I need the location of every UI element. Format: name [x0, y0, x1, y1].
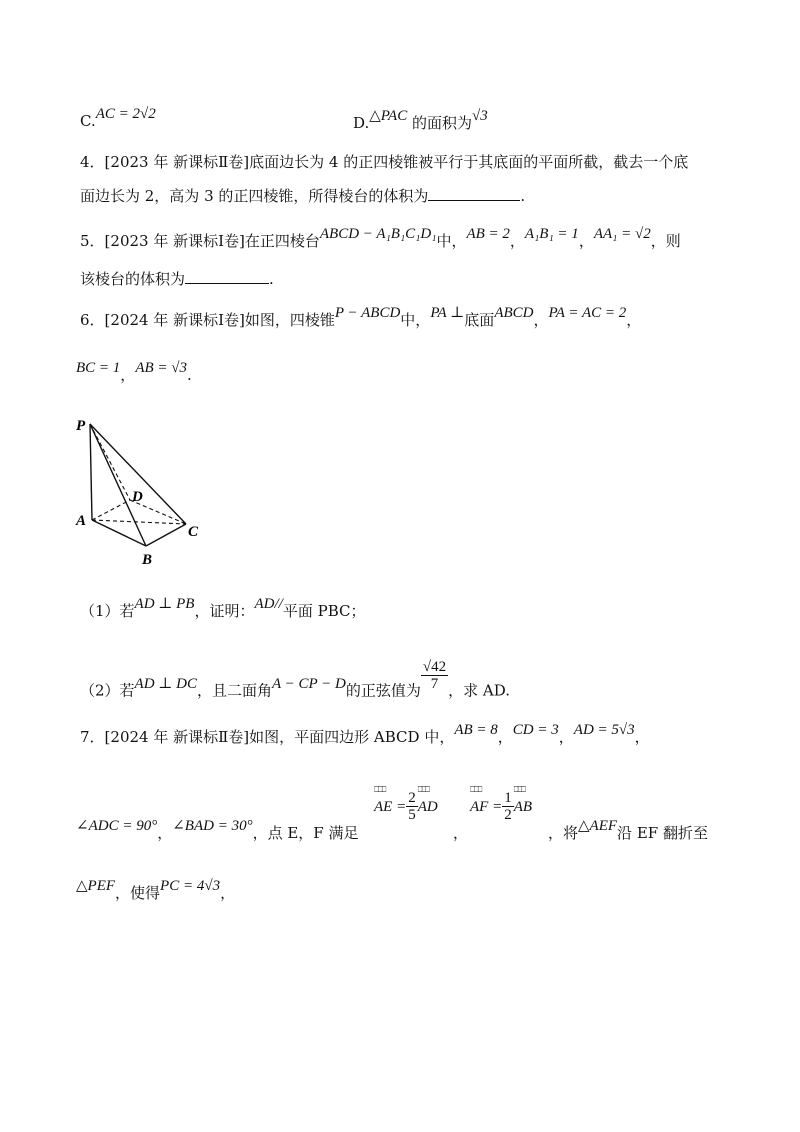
q4-end: .	[520, 187, 526, 205]
q7-sep5: ，	[453, 824, 469, 842]
q7-math-angle-bad: ∠BAD = 30°	[172, 818, 253, 834]
q6-text3: 底面	[464, 311, 495, 329]
q6-part1-math: AD ⊥ PB	[134, 596, 195, 612]
q6-part1-end: 平面 PBC；	[282, 602, 366, 620]
q6-math-pyramid: P − ABCD	[334, 305, 401, 321]
q6-part2-end: ，求 AD.	[448, 681, 511, 700]
label-b: B	[142, 552, 153, 568]
q7-text5: ，使得	[115, 884, 161, 902]
fraction-numerator: 1	[504, 790, 512, 806]
q5-end: .	[269, 270, 274, 288]
q6-part2-fraction	[421, 659, 448, 692]
q6-sep1: ，	[533, 311, 549, 329]
q6-part1-parallel: AD//	[254, 596, 283, 612]
q7-vector-ae	[374, 790, 438, 823]
q6-part2-math: AD ⊥ DC	[134, 675, 197, 692]
q6-math-pa-ac: PA = AC = 2	[548, 305, 627, 321]
q6-part1-text: ，证明：	[194, 602, 255, 620]
q7-vector-af	[470, 790, 532, 823]
q6-sep2: ，	[626, 311, 642, 329]
q6-end: .	[187, 366, 192, 384]
label-c: C	[188, 524, 199, 540]
q5-math-a1b1: A₁B₁ = 1	[524, 226, 579, 242]
q7-line1	[80, 722, 650, 747]
q7-math-pef: △PEF	[76, 878, 116, 894]
option-d-label: D.	[353, 114, 370, 132]
option-d-text: 的面积为	[411, 114, 472, 132]
q7-math-aef: △AEF	[578, 818, 618, 834]
q5-math-ab: AB = 2	[466, 226, 510, 242]
q7-frac-1-2	[502, 790, 514, 823]
q6-part2-text2: 的正弦值为	[345, 681, 421, 700]
q7-line2-tail	[548, 818, 708, 843]
q7-math-ad: AD = 5√3	[573, 722, 635, 738]
q6-text1: 6．[2024 年 新课标Ⅰ卷]如图，四棱锥	[80, 311, 335, 329]
q7-line2	[76, 818, 359, 843]
q7-sep2: ，	[558, 728, 574, 746]
edge-ac	[92, 520, 186, 524]
q6-math-bc: BC = 1	[76, 360, 121, 376]
q7-math-pc: PC = 4√3	[160, 878, 221, 894]
fraction-denominator: 7	[430, 676, 439, 692]
label-d: D	[132, 489, 143, 505]
q6-part1	[80, 596, 366, 621]
q7-text1: 7．[2024 年 新课标Ⅱ卷]如图，平面四边形 ABCD 中，	[80, 728, 455, 746]
edge-ab	[92, 520, 146, 546]
edge-pc	[90, 424, 186, 524]
q6-math-base: ABCD	[494, 305, 534, 321]
q7-end: ，	[220, 884, 236, 902]
q7-vec-af: ⎕⎕⎕ AF =	[470, 799, 502, 816]
edge-pa	[90, 424, 92, 520]
q7-math-cd: CD = 3	[512, 722, 559, 738]
q5-text2: 中，	[436, 232, 467, 250]
q7-frac-2-5	[406, 790, 418, 823]
q4-answer-blank[interactable]	[428, 186, 520, 201]
q7-math-ab: AB = 8	[454, 722, 498, 738]
q7-line3	[76, 878, 236, 903]
label-p: P	[76, 418, 86, 434]
edge-ad	[92, 500, 130, 520]
q7-math-angle-adc: ∠ADC = 90°	[76, 818, 158, 834]
option-d-value: √3	[472, 108, 488, 124]
q4-text: 面边长为 2，高为 3 的正四棱锥，所得棱台的体积为	[80, 187, 429, 205]
q7-text3: ，将	[548, 824, 579, 842]
option-d	[353, 108, 488, 133]
q5-line2	[80, 268, 274, 289]
fraction-numerator: 2	[408, 790, 416, 806]
q6-math-ab: AB = √3	[135, 360, 187, 376]
q6-sep3: ，	[120, 366, 136, 384]
q7-sep4: ，	[157, 824, 173, 842]
q7-text2: ，点 E，F 满足	[252, 824, 359, 842]
q6-part2	[80, 659, 511, 708]
q5-line1	[80, 226, 681, 251]
q5-math-aa1: AA₁ = √2	[593, 226, 651, 242]
option-c-label: C.	[80, 112, 96, 130]
q5-text4: 该棱台的体积为	[80, 270, 186, 288]
q5-answer-blank[interactable]	[185, 269, 269, 284]
edge-bc	[146, 524, 186, 546]
q7-vec-ad: ⎕⎕⎕ AD	[418, 799, 438, 816]
q6-line2	[76, 360, 192, 385]
q5-sep2: ，	[578, 232, 594, 250]
q6-part1-prefix: （1）若	[80, 602, 135, 620]
fraction-denominator: 2	[504, 807, 512, 823]
q6-part2-dihedral: A − CP − D	[272, 675, 346, 692]
q6-text2: 中，	[400, 311, 431, 329]
q7-sep3: ，	[634, 728, 650, 746]
pyramid-figure	[70, 412, 210, 572]
q7-vec-ae: ⎕⎕⎕ AE =	[374, 799, 406, 816]
q5-text3: ，则	[650, 232, 681, 250]
q7-vec-ab: ⎕⎕⎕ AB	[514, 799, 532, 816]
q6-part2-text1: ，且二面角	[197, 681, 273, 700]
option-d-math: △PAC	[369, 108, 408, 124]
fraction-numerator: √42	[422, 659, 447, 675]
q4-line2	[80, 185, 525, 206]
q7-sep1: ，	[497, 728, 513, 746]
q4-line1: 4．[2023 年 新课标Ⅱ卷]底面边长为 4 的正四棱锥被平行于其底面的平面所截，截去一个底	[80, 153, 689, 171]
q5-sep1: ，	[509, 232, 525, 250]
q6-math-pa-perp: PA ⊥	[430, 305, 465, 321]
fraction-denominator: 5	[408, 807, 416, 823]
q6-line1	[80, 305, 642, 330]
q5-math-frustum: ABCD − A₁B₁C₁D₁	[319, 226, 437, 242]
option-c-math: AC = 2√2	[95, 106, 156, 122]
edge-pb	[90, 424, 146, 546]
q7-text4: 沿 EF 翻折至	[617, 824, 708, 842]
q6-part2-prefix: （2）若	[80, 681, 135, 700]
q5-text1: 5．[2023 年 新课标Ⅰ卷]在正四棱台	[80, 232, 320, 250]
label-a: A	[76, 513, 87, 529]
option-c	[80, 106, 156, 131]
